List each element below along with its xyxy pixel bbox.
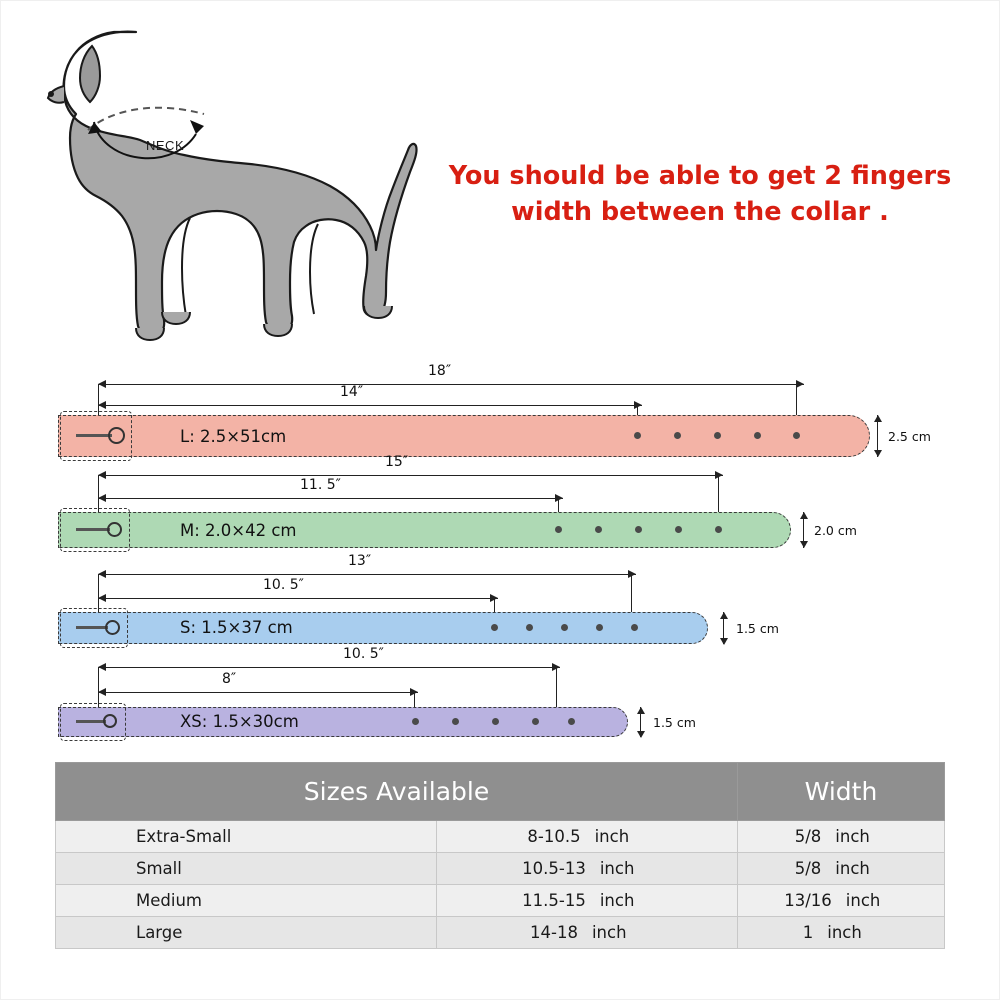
collar-dring-extra-small — [103, 714, 117, 728]
row-width — [738, 821, 945, 853]
xs-inner-dim-text: 8″ — [222, 671, 237, 687]
collar-buckle-tongue-extra-small — [76, 720, 106, 723]
large-width-arrow-down — [874, 450, 882, 457]
collar-buckle-tongue-medium — [76, 528, 110, 531]
large-width-arrow-up — [874, 415, 882, 422]
xs-outer-dim-text: 10. 5″ — [343, 646, 384, 662]
collar-label-extra-small: XS: 1.5×30cm — [180, 712, 299, 731]
table-row — [56, 853, 945, 885]
collar-hole — [412, 718, 419, 725]
row-range-unit: inch — [599, 891, 635, 910]
table-row — [56, 821, 945, 853]
collar-buckle-tongue-small — [76, 626, 108, 629]
collar-hole — [715, 526, 722, 533]
collar-hole — [492, 718, 499, 725]
dog-illustration — [18, 10, 418, 355]
collar-hole — [754, 432, 761, 439]
medium-inner-dim-arrow-right — [555, 494, 563, 502]
xs-inner-dim-arrow-left — [98, 688, 106, 696]
row-width — [738, 917, 945, 949]
table-row — [56, 885, 945, 917]
row-range-unit: inch — [599, 859, 635, 878]
row-width-unit: inch — [835, 859, 870, 878]
large-inner-dim-arrow-left — [98, 401, 106, 409]
row-name: Extra-Small — [56, 821, 437, 853]
medium-outer-dim-arrow-right — [715, 471, 723, 479]
large-outer-dim-text: 18″ — [428, 363, 452, 379]
table-header-width: Width — [738, 763, 945, 821]
row-range — [437, 917, 738, 949]
collar-hole — [635, 526, 642, 533]
large-outer-dim-arrow-left — [98, 380, 106, 388]
collar-hole — [555, 526, 562, 533]
row-range-value: 10.5-13 — [522, 859, 586, 878]
medium-outer-dim-line — [98, 475, 723, 476]
row-width-unit: inch — [835, 827, 870, 846]
collar-hole — [714, 432, 721, 439]
small-outer-dim-line — [98, 574, 636, 575]
collar-strap-small — [58, 612, 708, 644]
collar-hole — [595, 526, 602, 533]
row-width — [738, 853, 945, 885]
row-width-value: 1 — [802, 923, 814, 942]
collar-hole — [634, 432, 641, 439]
neck-label: NECK — [146, 138, 185, 153]
collar-hole — [526, 624, 533, 631]
headline-line-2: width between the collar . — [511, 197, 889, 228]
medium-width-arrow-up — [800, 512, 808, 519]
sizes-table — [55, 762, 945, 949]
row-name: Large — [56, 917, 437, 949]
row-range — [437, 885, 738, 917]
collar-dring-large — [108, 427, 125, 444]
collar-label-large: L: 2.5×51cm — [180, 427, 287, 446]
collar-hole — [561, 624, 568, 631]
collar-hole — [674, 432, 681, 439]
large-outer-dim-line — [98, 384, 804, 385]
row-range-unit: inch — [594, 827, 630, 846]
xs-outer-dim-line — [98, 667, 560, 668]
medium-inner-dim-line — [98, 498, 563, 499]
collar-hole — [675, 526, 682, 533]
collar-strap-extra-small — [58, 707, 628, 737]
small-inner-dim-text: 10. 5″ — [263, 577, 304, 593]
collar-buckle-tongue-large — [76, 434, 112, 437]
row-name: Medium — [56, 885, 437, 917]
collar-hole — [532, 718, 539, 725]
collar-hole — [452, 718, 459, 725]
small-width-text: 1.5 cm — [736, 621, 779, 636]
row-width-value: 13/16 — [784, 891, 832, 910]
medium-inner-dim-text: 11. 5″ — [300, 477, 341, 493]
medium-outer-dim-text: 15″ — [385, 454, 409, 470]
collar-hole — [793, 432, 800, 439]
xs-inner-dim-line — [98, 692, 418, 693]
small-inner-dim-line — [98, 598, 498, 599]
medium-width-arrow-down — [800, 541, 808, 548]
row-range-value: 14-18 — [530, 923, 578, 942]
medium-outer-dim-arrow-left — [98, 471, 106, 479]
row-range — [437, 821, 738, 853]
xs-width-text: 1.5 cm — [653, 715, 696, 730]
xs-width-arrow-down — [637, 731, 645, 738]
table-header-sizes: Sizes Available — [56, 763, 738, 821]
row-width — [738, 885, 945, 917]
table-row — [56, 917, 945, 949]
headline-line-1: You should be able to get 2 fingers — [448, 161, 952, 191]
xs-outer-dim-arrow-left — [98, 663, 106, 671]
row-range — [437, 853, 738, 885]
row-range-unit: inch — [591, 923, 627, 942]
large-width-text: 2.5 cm — [888, 429, 931, 444]
medium-width-text: 2.0 cm — [814, 523, 857, 538]
small-width-arrow-down — [720, 638, 728, 645]
collar-hole — [631, 624, 638, 631]
collar-hole — [596, 624, 603, 631]
row-range-value: 11.5-15 — [522, 891, 586, 910]
collar-label-small: S: 1.5×37 cm — [180, 618, 293, 637]
small-inner-dim-arrow-left — [98, 594, 106, 602]
collar-label-medium: M: 2.0×42 cm — [180, 521, 297, 540]
small-outer-dim-text: 13″ — [348, 553, 372, 569]
collar-dring-small — [105, 620, 120, 635]
medium-inner-dim-arrow-left — [98, 494, 106, 502]
table-header-row — [56, 763, 945, 821]
row-width-value: 5/8 — [794, 827, 822, 846]
collar-dring-medium — [107, 522, 122, 537]
row-range-value: 8-10.5 — [527, 827, 581, 846]
row-name: Small — [56, 853, 437, 885]
small-width-arrow-up — [720, 612, 728, 619]
large-inner-dim-line — [98, 405, 642, 406]
large-outer-dim-arrow-right — [796, 380, 804, 388]
large-inner-dim-arrow-right — [634, 401, 642, 409]
row-width-unit: inch — [845, 891, 881, 910]
collar-hole — [568, 718, 575, 725]
headline — [410, 158, 990, 230]
large-inner-dim-text: 14″ — [340, 384, 364, 400]
collar-hole — [491, 624, 498, 631]
small-outer-dim-arrow-right — [628, 570, 636, 578]
row-width-value: 5/8 — [794, 859, 822, 878]
dog-silhouette-svg — [18, 10, 418, 355]
xs-width-arrow-up — [637, 707, 645, 714]
collar-diagrams — [0, 355, 1000, 755]
row-width-unit: inch — [827, 923, 862, 942]
small-outer-dim-arrow-left — [98, 570, 106, 578]
